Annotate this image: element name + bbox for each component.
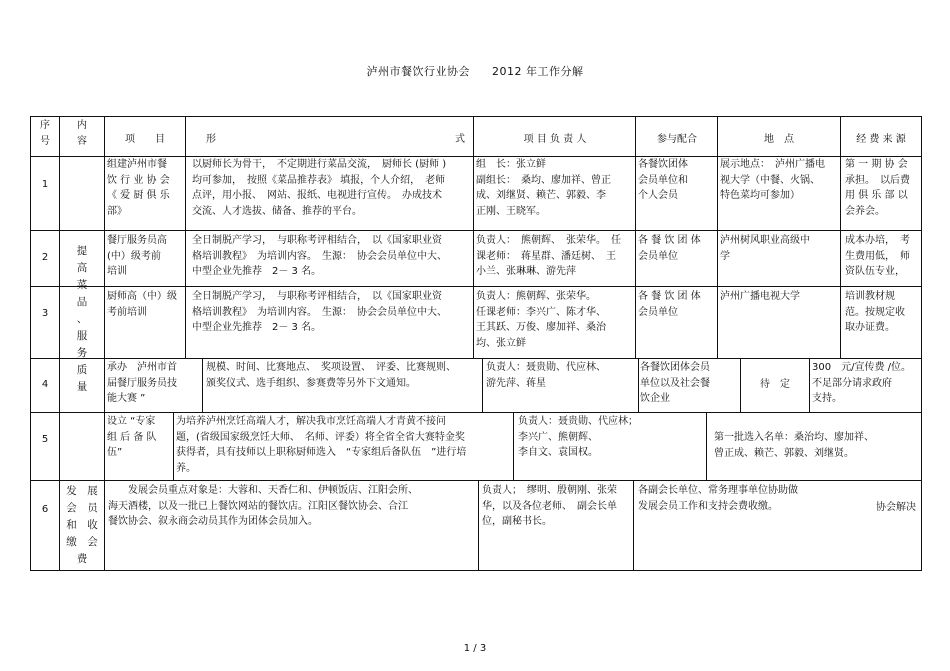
row-5-seq: 5	[41, 434, 49, 445]
category-main: 提 高 菜 品 、 服 务 质 量	[76, 245, 88, 393]
row-2-budget: 成本办培， 考 生费用低， 师 资队伍专业，	[845, 235, 910, 277]
row-1-item: 组建泸州市餐 饮 行 业 协 会 《 爱 厨 俱 乐 部》	[107, 159, 170, 217]
row-2-form: 全日制脱产学习， 与职称考评相结合， 以《国家职业资 格培训教程》 为培训内容。 生源： 协会会员单位中大、 中型企业先推荐 2－ 3 名。	[192, 235, 447, 277]
row-4-budget: 300 元/宣传费 /位。 不足部分请求政府 支持。	[812, 362, 912, 404]
row-4-item: 承办 泸州市首 届餐厅服务员技 能大赛 ”	[107, 362, 177, 404]
row-4-owner: 负责人：聂贵勋、代应林、 游先萍、蒋星	[486, 362, 606, 389]
header-budget: 经 费 来 源	[856, 134, 906, 145]
header-partner: 参与配合	[657, 134, 697, 145]
row-1-owner: 组 长：张立鲜 副组长： 桑均、廖加祥、曾正 成、刘继贤、赖芒、郭毅、李 正刚、王晓军。	[476, 159, 611, 217]
row-2-item: 餐厅服务员高 (中）级考前 培训	[107, 235, 167, 277]
page-number: 1 / 3	[463, 643, 487, 654]
row-1-seq: 1	[41, 179, 49, 190]
row-5-place: 第一批选入名单：桑治均、廖加祥、 曾正成、赖芒、郭毅、刘继贤。	[714, 432, 874, 459]
row-5-form: 为培养泸州烹饪高端人才，解决我市烹饪高端人才青黄不接问 题，(省级国家级烹饪大师、 名师、评委）将全省全省大赛特金奖 获得者，具有技师以上职称厨师选入 “专家组后备队伍 ”进行培 养。	[176, 416, 467, 474]
row-2-place: 泸州树风职业高级中 学	[720, 235, 810, 262]
row-3-form: 全日制脱产学习， 与职称考评相结合， 以《国家职业资 格培训教程》 为培训内容。 生源： 协会会员单位中大、 中型企业先推荐 2－ 3 名。	[192, 291, 447, 333]
row-6-partner: 各副会长单位、常务理事单位协助做 发展会员工作和支持会费收缴。	[638, 485, 798, 512]
row-2-owner: 负责人： 熊朝辉、 张荣华。 任 课老师： 蒋星群、潘廷树、 王 小兰、张琳琳、游先萍	[476, 235, 621, 277]
row-1-budget: 第 一 期 协 会 承担。 以后费 用 俱 乐 部 以 会养会。	[845, 159, 910, 217]
header-item: 项 目	[125, 134, 165, 145]
row-4-partner: 各餐饮团体会员 单位以及社会餐 饮企业	[640, 362, 710, 404]
row-3-partner: 各 餐 饮 团 体 会员单位	[638, 291, 701, 318]
row-3-budget: 培训教材规 范。按规定收 取办证费。	[845, 291, 905, 333]
row-3-owner: 负责人：熊朝辉、张荣华。 任课老师：李兴广、陈才华、 王其跃、万俊、廖加祥、桑治 均、张立鲜	[476, 291, 606, 349]
row-3-place: 泸州广播电视大学	[720, 291, 800, 302]
header-seq: 序 号	[40, 120, 50, 147]
row-6-budget: 协会解决	[876, 502, 916, 513]
header-form-left: 形	[206, 134, 216, 145]
row-5-item: 设立 “专家 组 后 备 队 伍”	[107, 416, 157, 458]
row-1-place: 展示地点： 泸州广播电 视大学（中餐、火锅、 特色菜均可参加）	[720, 159, 825, 201]
document-title-org: 泸州市餐饮行业协会	[366, 65, 470, 78]
row-4-form: 规模、时间、比赛地点、 奖项设置、 评委、比赛规则、 颁奖仪式、选手组织、参赛费等另外下文通知。	[206, 362, 456, 389]
row-1-form: 以厨师长为骨干， 不定期进行菜品交流， 厨师长 (厨师 ) 均可参加， 按照《菜品推荐表》 填报，个人介绍， 老师 点评，用小报、 网站、报纸、电视进行宣传。 办成技术 交流、人才选拔、储备、推荐的平台。	[192, 159, 447, 217]
row-4-seq: 4	[41, 379, 49, 390]
row-5-owner: 负责人：聂贵勋、代应林； 李兴广、熊朝辉、 李自文、袁国权。	[518, 416, 638, 458]
row-6-seq: 6	[41, 504, 49, 515]
header-owner: 项 目 负 责 人	[523, 134, 587, 145]
header-content: 内 容	[77, 120, 87, 147]
category-membership: 发 展 会 员 和 收 缴 会 费	[66, 485, 98, 565]
row-6-owner: 负责人； 缪明、殷朝刚、张荣 华，以及各位老师、 副会长单 位，副秘书长。	[482, 485, 617, 527]
row-6-form: 发展会员重点对象是：大蓉和、天香仁和、伊顿饭店、江阳会所、 海天酒楼，以及一批已上餐饮网站的餐饮店。江阳区餐饮协会、合江 餐饮协会、叙永商会动员其作为团体会员加入。	[108, 485, 418, 527]
row-2-partner: 各 餐 饮 团 体 会员单位	[638, 235, 701, 262]
row-3-item: 厨师高（中）级 考前培训	[107, 291, 177, 318]
header-place: 地 点	[764, 134, 794, 145]
row-3-seq: 3	[41, 308, 49, 319]
document-title-year: 2012 年工作分解	[492, 65, 584, 78]
row-2-seq: 2	[41, 252, 49, 263]
document-title	[0, 63, 950, 79]
header-form-right: 式	[455, 134, 465, 145]
row-4-place: 待 定	[760, 379, 790, 390]
row-1-partner: 各餐饮团体 会员单位和 个人会员	[638, 159, 688, 201]
